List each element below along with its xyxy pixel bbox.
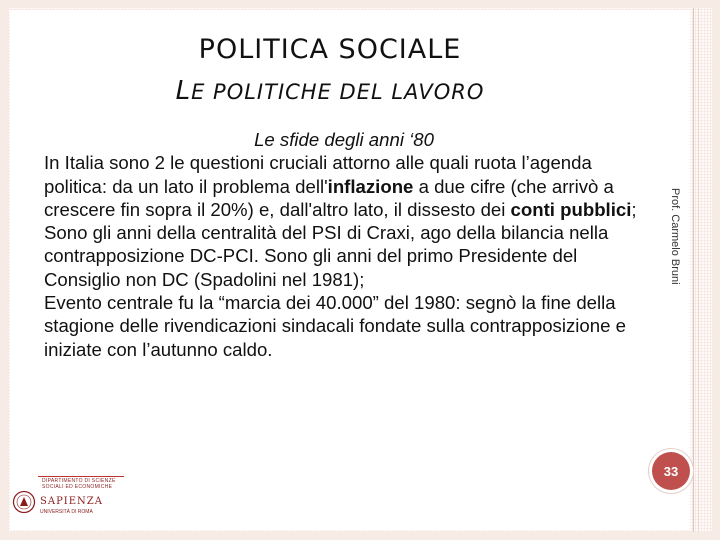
logo-rule — [38, 476, 124, 477]
page-number-badge: 33 — [652, 452, 690, 490]
logo-department: DIPARTIMENTO DI SCIENZE SOCIALI ED ECONOMICHE — [42, 478, 116, 490]
slide-title: POLITICA SOCIALE — [198, 34, 462, 65]
keyword-public-accounts: conti pubblici — [510, 198, 632, 220]
side-divider — [693, 8, 694, 532]
subtitle-initial: L — [175, 76, 192, 106]
author-text: Prof. Carmelo Bruni — [669, 188, 681, 285]
author-label — [669, 188, 681, 298]
slide-body — [44, 128, 644, 361]
paragraph-inflation — [44, 151, 644, 221]
section-heading: Le sfide degli anni ‘80 — [254, 129, 434, 150]
university-logo — [8, 476, 128, 532]
sapienza-seal-icon — [12, 490, 36, 514]
subtitle-rest: E POLITICHE DEL LAVORO — [191, 80, 485, 104]
paragraph1-part-a: In Italia sono 2 le questioni cruciali attorno alle quali ruota l’agenda politica: da un lato il problema dell' — [44, 152, 592, 197]
logo-name: SAPIENZA — [40, 496, 103, 507]
paragraph-psi: Sono gli anni della centralità del PSI di Craxi, ago della bilancia nella contrapposizione DC-PCI. Sono gli anni del primo Presidente del Consiglio non DC (Spadolini nel 1981); — [44, 222, 609, 290]
side-divider-secondary — [698, 8, 699, 532]
paragraph1-part-c: ; — [631, 198, 637, 220]
paragraph1-part-b: a due cifre (che arrivò a crescere fin sopra il 20%) e, dall'altro lato, il dissesto dei — [44, 175, 614, 220]
logo-tagline: UNIVERSITÀ DI ROMA — [40, 509, 93, 515]
paragraph-march: Evento centrale fu la “marcia dei 40.000” del 1980: segnò la fine della stagione delle rivendicazioni sindacali fondate sulla contrapposizione e iniziate con l’autunno caldo. — [44, 292, 626, 360]
keyword-inflation: inflazione — [327, 175, 414, 197]
slide-subtitle — [0, 76, 660, 106]
